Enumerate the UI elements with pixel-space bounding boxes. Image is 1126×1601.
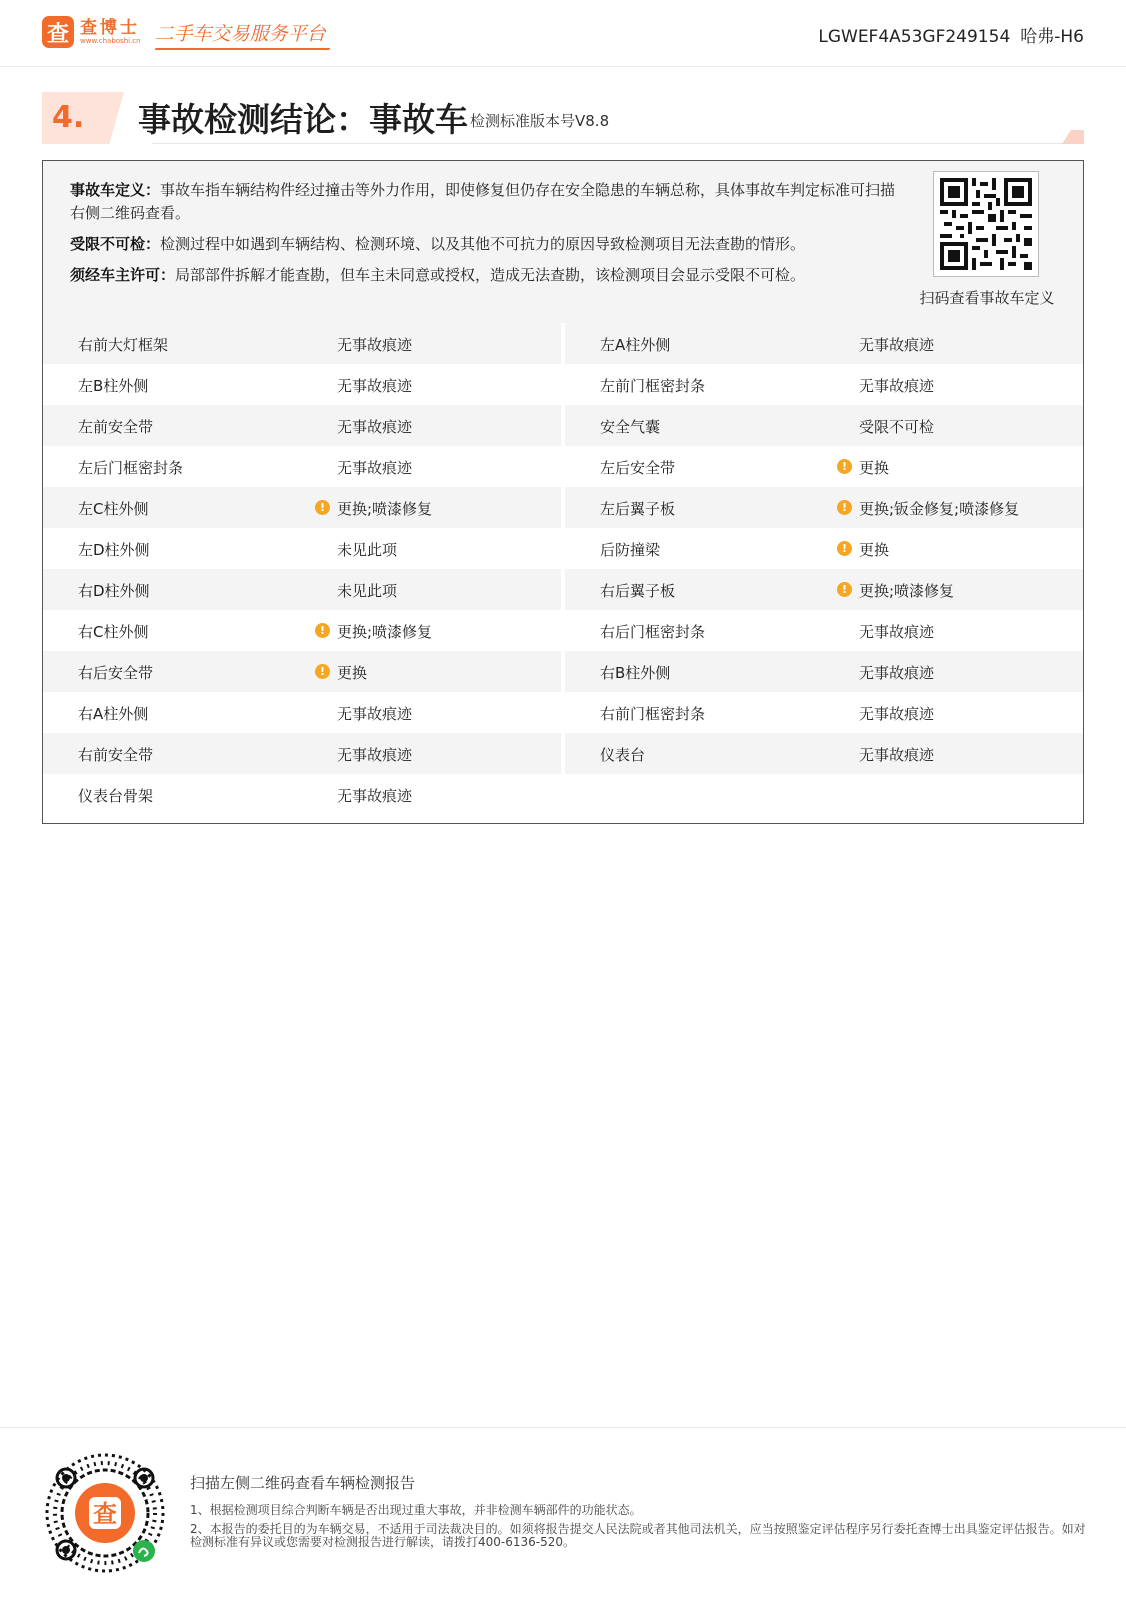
item-name: 左后翼子板 — [600, 500, 676, 518]
item-name: 右A柱外侧 — [78, 705, 149, 723]
footer-title: 扫描左侧二维码查看车辆检测报告 — [190, 1474, 416, 1492]
warning-icon: ! — [837, 541, 852, 556]
item-result: 无事故痕迹 — [337, 746, 413, 764]
inspection-item — [43, 446, 561, 487]
title-underline — [152, 143, 1064, 144]
table-row — [43, 323, 1083, 364]
section-header — [42, 92, 1084, 144]
table-row — [43, 692, 1083, 733]
item-name: 右后门框密封条 — [600, 623, 706, 641]
table-row — [43, 569, 1083, 610]
item-result: 无事故痕迹 — [337, 705, 413, 723]
item-result: 更换 — [859, 541, 890, 559]
inspection-item — [565, 569, 1083, 610]
inspection-item — [565, 528, 1083, 569]
inspection-item — [565, 446, 1083, 487]
section-number: 4. — [52, 100, 85, 135]
item-result: 无事故痕迹 — [337, 377, 413, 395]
inspection-item — [43, 487, 561, 528]
inspection-item — [43, 323, 561, 364]
inspection-table — [43, 323, 1083, 815]
vehicle-model: 哈弗-H6 — [1020, 27, 1084, 47]
item-name: 右B柱外侧 — [600, 664, 671, 682]
logo-name: 查博士 — [80, 17, 140, 38]
item-result: 无事故痕迹 — [859, 705, 935, 723]
page-footer — [0, 1427, 1126, 1601]
item-result: 无事故痕迹 — [337, 787, 413, 805]
mini-program-logo-glyph: 查 — [93, 1500, 117, 1528]
table-row — [43, 487, 1083, 528]
inspection-item — [43, 733, 561, 774]
accident-result-panel — [42, 160, 1084, 824]
vin-number: LGWEF4A53GF249154 — [818, 27, 1011, 47]
inspection-item — [43, 692, 561, 733]
item-name: 右后翼子板 — [600, 582, 676, 600]
inspection-item — [43, 651, 561, 692]
item-name: 左D柱外侧 — [78, 541, 150, 559]
definitions-box — [43, 161, 1083, 323]
inspection-item — [565, 610, 1083, 651]
definition-owner-permission — [70, 264, 900, 287]
logo-url: www.chaboshi.cn — [80, 36, 141, 45]
item-result: 无事故痕迹 — [337, 418, 413, 436]
item-result: 更换 — [859, 459, 890, 477]
footer-note-2: 2、本报告的委托目的为车辆交易，不适用于司法裁决目的。如须将报告提交人民法院或者其他司法机关，应当按照鉴定评估程序另行委托查博士出具鉴定评估报告。如对检测标准有异议或您需要对检测报告进行解读，请拨打400-6136-520。 — [190, 1522, 1086, 1549]
item-result: 未见此项 — [337, 541, 398, 559]
inspection-item — [565, 692, 1083, 733]
inspection-item — [565, 651, 1083, 692]
item-result: 未见此项 — [337, 582, 398, 600]
item-name: 仪表台骨架 — [78, 787, 154, 805]
inspection-item — [565, 364, 1083, 405]
table-row — [43, 733, 1083, 774]
qr-code-icon — [940, 178, 1032, 270]
item-result: 无事故痕迹 — [859, 746, 935, 764]
vehicle-id — [818, 22, 1084, 47]
item-result: 更换;喷漆修复 — [859, 582, 955, 600]
footer-note-1: 1、根据检测项目综合判断车辆是否出现过重大事故，并非检测车辆部件的功能状态。 — [190, 1503, 642, 1517]
warning-icon: ! — [315, 664, 330, 679]
item-result: 无事故痕迹 — [859, 336, 935, 354]
definition-label: 受限不可检： — [70, 235, 161, 253]
item-name: 左前门框密封条 — [600, 377, 706, 395]
warning-icon: ! — [315, 500, 330, 515]
title-corner-decoration — [1062, 130, 1084, 144]
table-row — [43, 610, 1083, 651]
inspection-item — [565, 487, 1083, 528]
item-result: 无事故痕迹 — [859, 377, 935, 395]
table-row — [43, 364, 1083, 405]
logo-icon: 查 — [42, 16, 74, 48]
definition-label: 事故车定义： — [70, 181, 161, 199]
definition-text: 事故车指车辆结构件经过撞击等外力作用，即使修复但仍存在安全隐患的车辆总称，具体事故车判定标准可扫描右侧二维码查看。 — [70, 181, 896, 222]
item-result: 无事故痕迹 — [337, 336, 413, 354]
table-row — [43, 774, 1083, 815]
item-name: 左B柱外侧 — [78, 377, 149, 395]
table-row — [43, 528, 1083, 569]
standard-version: 检测标准版本号V8.8 — [470, 112, 610, 130]
item-result: 更换;喷漆修复 — [337, 623, 433, 641]
definition-text: 检测过程中如遇到车辆结构、检测环境、以及其他不可抗力的原因导致检测项目无法查勘的情形。 — [160, 235, 806, 253]
inspection-item — [565, 733, 1083, 774]
table-row — [43, 651, 1083, 692]
item-name: 安全气囊 — [600, 418, 661, 436]
item-result: 无事故痕迹 — [859, 623, 935, 641]
table-row — [43, 446, 1083, 487]
inspection-item — [43, 528, 561, 569]
warning-icon: ! — [315, 623, 330, 638]
item-name: 右C柱外侧 — [78, 623, 149, 641]
logo-text — [80, 19, 141, 46]
item-name: 左A柱外侧 — [600, 336, 671, 354]
item-name: 后防撞梁 — [600, 541, 661, 559]
definition-label: 须经车主许可： — [70, 266, 176, 284]
definition-restricted — [70, 233, 900, 256]
section-title: 事故检测结论：事故车 — [138, 100, 468, 139]
inspection-item — [43, 569, 561, 610]
item-name: 左前安全带 — [78, 418, 154, 436]
item-result: 受限不可检 — [859, 418, 935, 436]
inspection-item — [43, 364, 561, 405]
item-name: 仪表台 — [600, 746, 646, 764]
inspection-item — [43, 774, 561, 815]
inspection-item — [43, 405, 561, 446]
warning-icon: ! — [837, 582, 852, 597]
logo-slogan: 二手车交易服务平台 — [155, 19, 326, 46]
warning-icon: ! — [837, 459, 852, 474]
item-name: 右D柱外侧 — [78, 582, 150, 600]
item-name: 右前大灯框架 — [78, 336, 169, 354]
item-result: 无事故痕迹 — [859, 664, 935, 682]
item-result: 更换;钣金修复;喷漆修复 — [859, 500, 1020, 518]
qr-code-label: 扫码查看事故车定义 — [919, 289, 1055, 307]
item-name: 右前安全带 — [78, 746, 154, 764]
definition-qr-code[interactable] — [933, 171, 1039, 277]
table-cell-empty — [565, 774, 1083, 815]
table-row — [43, 405, 1083, 446]
item-name: 左后安全带 — [600, 459, 676, 477]
inspection-item — [565, 405, 1083, 446]
definition-text: 局部部件拆解才能查勘，但车主未同意或授权，造成无法查勘，该检测项目会显示受限不可检。 — [175, 266, 806, 284]
warning-icon: ! — [837, 500, 852, 515]
inspection-item — [43, 610, 561, 651]
item-result: 更换 — [337, 664, 368, 682]
inspection-item — [565, 323, 1083, 364]
item-name: 左后门框密封条 — [78, 459, 184, 477]
item-result: 更换;喷漆修复 — [337, 500, 433, 518]
brand-logo[interactable] — [42, 16, 326, 48]
page-header — [0, 0, 1126, 67]
item-result: 无事故痕迹 — [337, 459, 413, 477]
item-name: 左C柱外侧 — [78, 500, 149, 518]
item-name: 右前门框密封条 — [600, 705, 706, 723]
item-name: 右后安全带 — [78, 664, 154, 682]
definition-accident-car — [70, 179, 900, 225]
